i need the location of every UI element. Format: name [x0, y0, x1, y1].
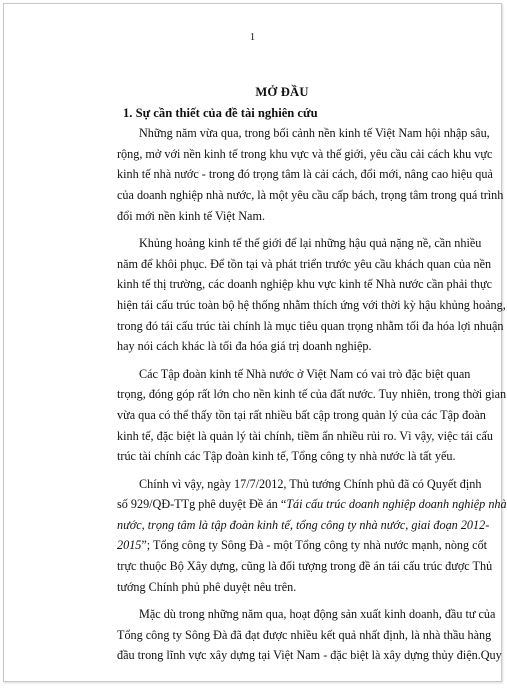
document-page: [3, 3, 507, 682]
text-line: đầu trong lĩnh vực xây dựng tại Việt Nam - đặc biệt là xây dựng thủy điện.Quy: [117, 648, 502, 663]
text-run: số 929/QĐ-TTg phê duyệt Đề án “: [117, 497, 287, 512]
section-heading: 1. Sự cần thiết của đề tài nghiên cứu: [123, 105, 318, 120]
paragraph: [117, 123, 504, 226]
text-line: [117, 494, 507, 515]
text-line: Các Tập đoàn kinh tế Nhà nước ở Việt Nam có vai trò đặc biệt quan: [139, 366, 471, 381]
document-title: MỞ ĐẦU: [255, 85, 309, 99]
text-line: Khủng hoảng kinh tế thế giới để lại những hậu quả nặng nề, cần nhiều: [139, 236, 482, 251]
text-line: Chính vì vậy, ngày 17/7/2012, Thủ tướng Chính phủ đã có Quyết định: [139, 476, 482, 491]
text-line: Tổng công ty Sông Đà đã đạt được nhiều kết quả nhất định, là nhà thầu hàng: [117, 627, 492, 642]
text-line: trọng, đóng góp rất lớn cho nền kinh tế của đất nước. Tuy nhiên, trong thời gian: [117, 387, 507, 402]
text-line: trúc tài chính các Tập đoàn kinh tế, Tổng công ty nhà nước là tất yếu.: [117, 449, 456, 464]
text-line: vừa qua có thể thấy tồn tại rất nhiều bất cập trong quản lý của các Tập đoàn: [117, 407, 486, 422]
text-line: tướng Chính phủ phê duyệt nêu trên.: [117, 579, 297, 594]
text-line: [117, 535, 488, 556]
text-line: trực thuộc Bộ Xây dựng, cũng là đối tượng trong đề án tái cấu trúc được Thủ: [117, 559, 493, 574]
project-title-italic: nước, trọng tâm là tập đoàn kinh tế, tổng công ty nhà nước, giai đoạn 2012-: [117, 517, 490, 532]
project-title-italic: 2015: [117, 538, 142, 553]
text-line: đổi mới nền kinh tế Việt Nam.: [117, 208, 265, 223]
text-line: của doanh nghiệp nhà nước, là một yêu cầu cấp bách, trọng tâm trong quá trình: [117, 187, 504, 202]
page-content: [117, 82, 507, 666]
paragraph: [117, 233, 506, 357]
text-line: năm để khôi phục. Để tồn tại và phát triển trước yêu cầu khách quan của nền: [117, 256, 492, 271]
project-title-italic: Tái cấu trúc doanh nghiệp doanh nghiệp nhà: [286, 497, 507, 512]
text-run: ”; Tổng công ty Sông Đà - một Tổng công ty nhà nước mạnh, nòng cốt: [141, 538, 488, 553]
text-line: hiện tái cấu trúc toàn bộ hệ thống nhằm thích ứng với thời kỳ hậu khủng hoảng,: [117, 297, 506, 312]
text-line: Những năm vừa qua, trong bối cảnh nền kinh tế Việt Nam hội nhập sâu,: [139, 126, 490, 141]
page-number: 1: [249, 32, 256, 43]
text-line: rộng, mở với nền kinh tế trong khu vực và thế giới, yêu cầu cải cách khu vực: [117, 146, 493, 161]
text-line: Mặc dù trong những năm qua, hoạt động sản xuất kinh doanh, đầu tư của: [139, 607, 496, 622]
paragraph: [117, 604, 502, 666]
text-line: [117, 515, 490, 536]
paragraph: [117, 364, 507, 467]
text-line: kinh tế, đặc biệt là quản lý tài chính, tiềm ẩn nhiều rủi ro. Vì vậy, việc tái cấu: [117, 428, 494, 443]
text-line: trong đó tái cấu trúc tài chính là mục tiêu quan trọng nhằm tối đa hóa lợi nhuận: [117, 318, 504, 333]
text-line: kinh tế thị trường, các doanh nghiệp khu vực kinh tế Nhà nước cần phải thực: [117, 277, 493, 292]
text-line: kinh tế nhà nước - trong đó trọng tâm là cải cách, đổi mới, nâng cao hiệu quả: [117, 167, 493, 182]
text-line: hay nói cách khác là tối đa hóa giá trị doanh nghiệp.: [117, 339, 372, 354]
paragraph: [117, 474, 507, 598]
